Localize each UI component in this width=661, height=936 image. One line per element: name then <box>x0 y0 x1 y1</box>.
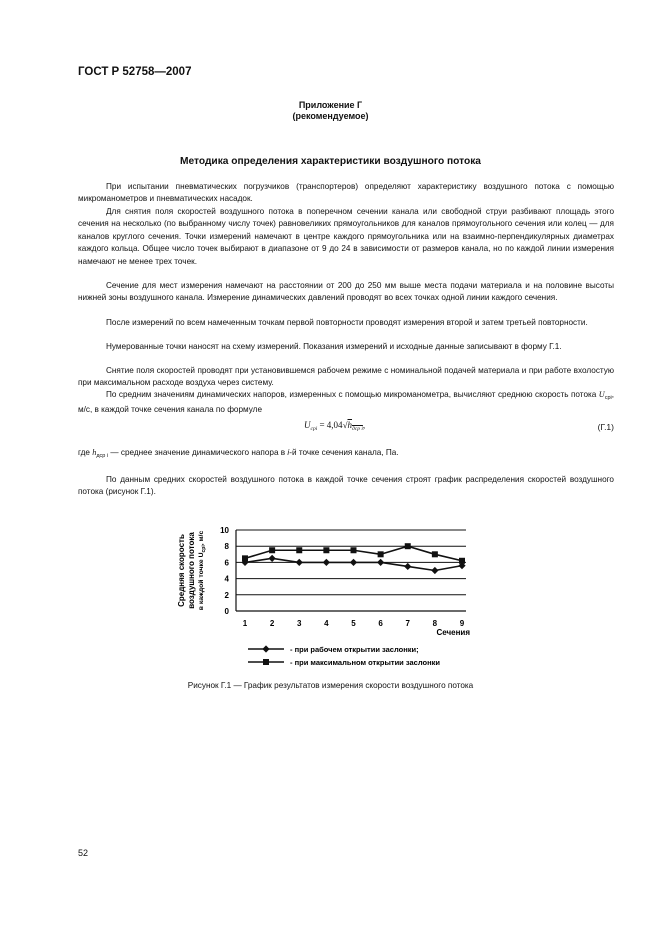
formula-h: h <box>347 420 353 430</box>
y-label-line-2: воздушного потока <box>187 532 196 609</box>
formula-eq: = 4,04 <box>317 420 343 430</box>
y-tick-label: 8 <box>224 542 229 552</box>
appendix-label: Приложение Г <box>298 100 363 110</box>
formula-h-sub: дср i <box>352 426 363 432</box>
paragraph-7 <box>78 389 614 417</box>
page-number: 52 <box>78 848 89 858</box>
formula-u-sub: срi <box>310 426 318 432</box>
x-tick-label: 3 <box>297 619 302 628</box>
y-tick-label: 6 <box>224 558 229 568</box>
x-tick-label: 5 <box>351 619 356 628</box>
y-axis-label <box>177 531 207 611</box>
appendix-status: (рекомендуемое) <box>292 111 369 121</box>
x-tick-label: 6 <box>378 619 383 628</box>
velocity-chart <box>170 520 490 672</box>
paragraph-8: По данным средних скоростей воздушного потока в каждой точке сечения строят график распределения скоростей воздушного потока (рисунок Г.1). <box>78 475 614 497</box>
data-point <box>296 559 303 566</box>
data-point <box>404 563 411 570</box>
symbol-u-subscript: срi <box>604 395 612 401</box>
x-tick-label: 2 <box>269 619 275 628</box>
y-tick-label: 10 <box>220 526 229 535</box>
figure-caption: Рисунок Г.1 — График результатов измерения скорости воздушного потока <box>187 681 474 690</box>
y-label-line-1: Средняя скорость <box>177 534 186 607</box>
y-tick-label: 2 <box>224 590 229 600</box>
section-title: Методика определения характеристики воздушного потока <box>180 156 481 167</box>
paragraph-6: Снятие поля скоростей проводят при установившемся рабочем режиме с номинальной подачей материала и при работе вхолостую при максимальном расходе воздуха через систему. <box>78 366 614 388</box>
x-tick-label: 9 <box>459 619 465 628</box>
data-point <box>323 559 330 566</box>
paragraph-7-text: По средним значениям динамических напоров, измеренных с помощью микроманометра, вычисляют среднюю скорость потока <box>106 390 597 399</box>
y-tick-labels <box>220 526 229 616</box>
y-tick-label: 0 <box>224 607 229 616</box>
data-point <box>405 543 411 549</box>
x-tick-label: 4 <box>324 619 329 628</box>
paragraph-4: После измерений по всем намеченным точкам первой повторности проводят измерения второй и затем третьей повторности. <box>106 318 588 327</box>
series-1 <box>241 555 465 574</box>
symbol-u: U <box>598 390 605 399</box>
where-tail: — среднее значение динамического напора в <box>108 448 288 457</box>
data-point <box>350 559 357 566</box>
x-axis-label: Сечения <box>436 628 470 637</box>
data-point <box>242 555 248 561</box>
formula-number: (Г.1) <box>597 422 614 432</box>
where-start: где <box>78 448 93 457</box>
standard-header: ГОСТ Р 52758—2007 <box>78 66 192 78</box>
y-label-line-3 <box>197 531 207 611</box>
chart-legend <box>248 645 440 667</box>
x-tick-label: 7 <box>405 619 410 628</box>
legend-label: - при максимальном открытии заслонки <box>290 658 440 667</box>
y-label-unit: , м/с <box>198 530 205 546</box>
data-point <box>378 551 384 557</box>
paragraph-7-tail: , м/с, в каждой точке сечения канала по формуле <box>78 390 614 415</box>
y-label-subscript: срi <box>201 545 207 553</box>
paragraph-2: Для снятия поля скоростей воздушного потока в поперечном сечении канала или свободной струи разбивают площадь этого сечения на несколько (по выбранному числу точек) равновеликих прямоугольников для каналов прямоугольного сечения или колец — для каналов круглого сечения. Точки измерений намечают в центре каждого прямоугольника или на взаимно-перпендикулярных диаметрах каждого кольца. Общее число точек выбирают в диапазоне от 9 до 24 в зависимости от размеров канала, но по каждой линии измерения намечают не менее трех точек. <box>78 207 614 266</box>
y-tick-label: 4 <box>224 574 229 584</box>
formula-u: U <box>304 420 311 430</box>
x-tick-labels <box>243 619 465 628</box>
formula-explanation <box>78 447 614 462</box>
data-point <box>432 551 438 557</box>
data-point <box>269 547 275 553</box>
formula-comma: , <box>362 420 366 430</box>
legend-marker <box>263 659 269 665</box>
formula-radicand <box>347 420 366 432</box>
where-h: h <box>92 448 97 457</box>
data-point <box>459 558 465 564</box>
data-point <box>296 547 302 553</box>
sqrt-icon: √ <box>342 420 348 430</box>
paragraph-3: Сечение для мест измерения намечают на расстоянии от 200 до 250 мм выше места подачи материала и на половине высоты нижней зоны воздушного канала. Измерение динамических давлений проводят во всех точках одной линии каждого сечения. <box>78 281 614 303</box>
paragraph-5: Нумерованные точки наносят на схему измерений. Показания измерений и исходные данные записывают в форму Г.1. <box>106 342 562 351</box>
where-end: -й точке сечения канала, Па. <box>289 448 399 457</box>
data-point <box>323 547 329 553</box>
data-point <box>431 567 438 574</box>
formula-row <box>78 418 614 438</box>
x-tick-label: 1 <box>242 619 248 628</box>
data-point <box>351 547 357 553</box>
velocity-formula <box>304 420 365 432</box>
data-point <box>269 555 276 562</box>
where-i: i <box>287 448 290 457</box>
data-series <box>241 543 465 574</box>
y-label-line-3-text: в каждой точке U <box>198 552 205 611</box>
x-tick-label: 8 <box>432 619 438 628</box>
legend-marker <box>262 645 269 652</box>
data-point <box>377 559 384 566</box>
where-h-sub: дср i <box>96 453 109 459</box>
paragraph-1: При испытании пневматических погрузчиков (транспортеров) определяют характеристику воздушного потока с помощью микроманометров и пневматических насадок. <box>78 182 614 204</box>
legend-label: - при рабочем открытии заслонки; <box>290 645 419 654</box>
